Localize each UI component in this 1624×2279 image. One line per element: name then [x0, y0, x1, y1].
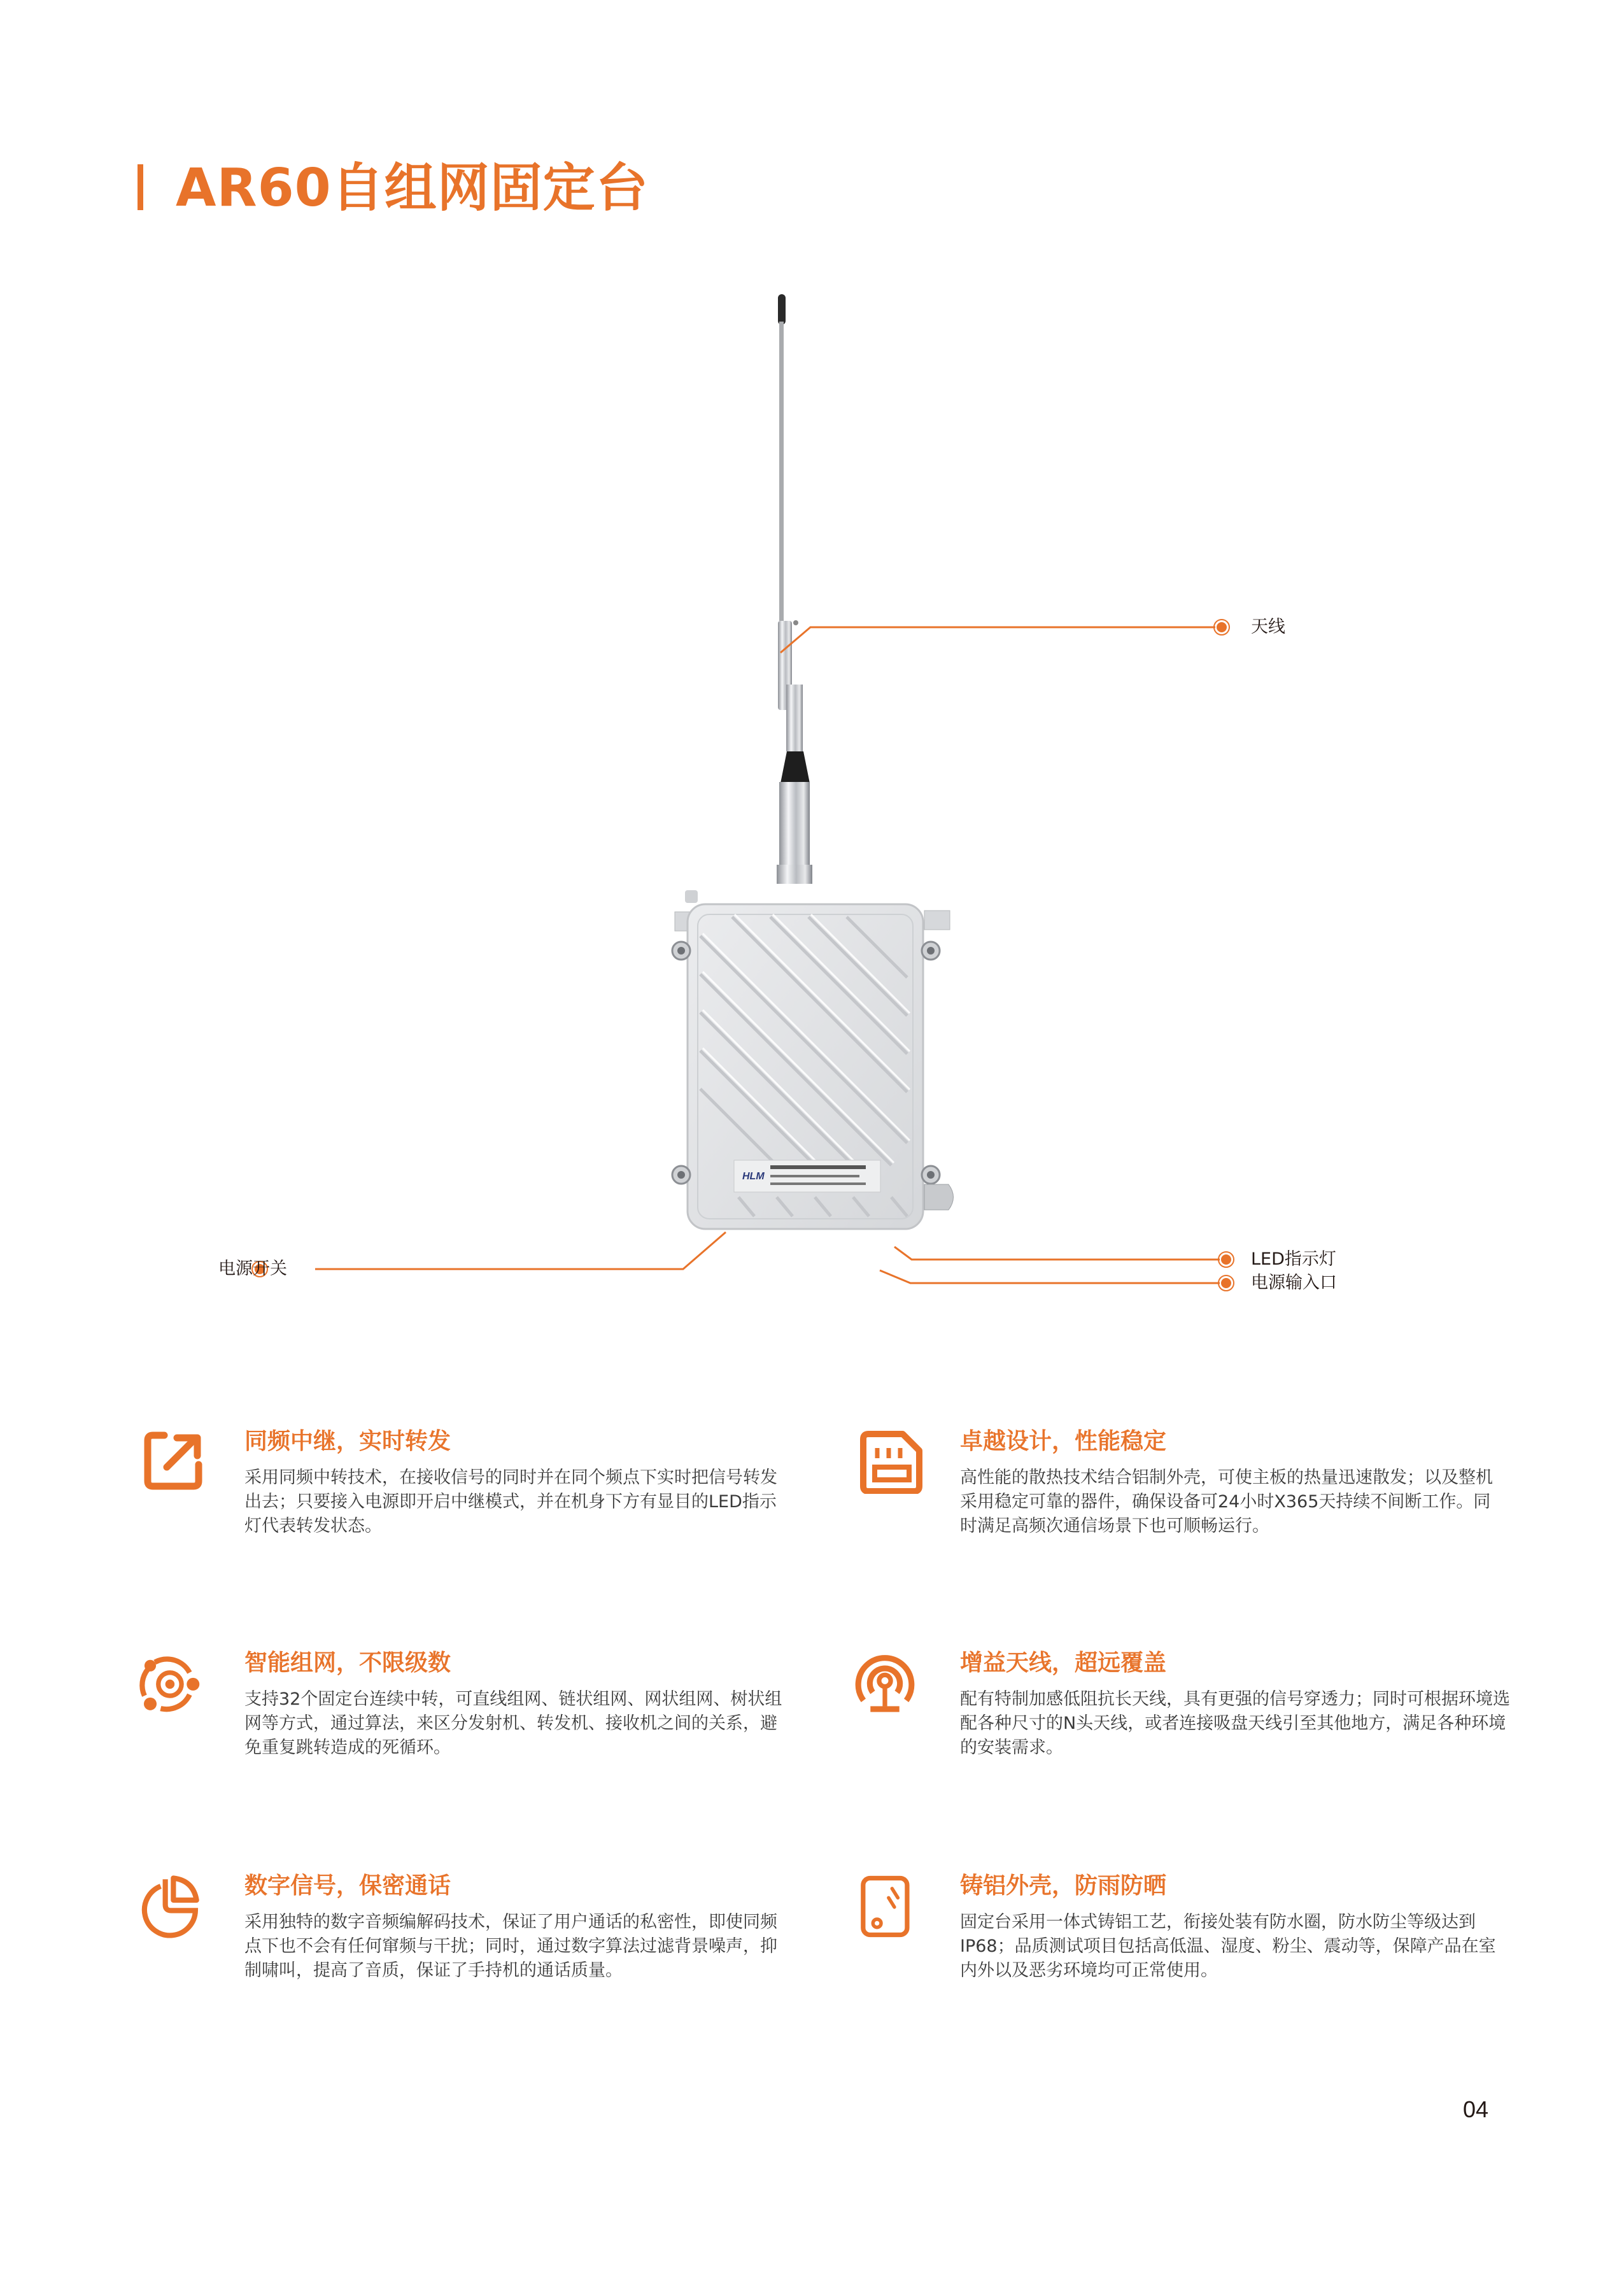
callout-antenna: 天线 [1251, 617, 1285, 637]
sim-card-icon [859, 1430, 923, 1494]
callout-led-indicator: LED指示灯 [1251, 1249, 1336, 1269]
feature-description: 配有特制加感低阻抗长天线，具有更强的信号穿透力；同时可根据环境选配各种尺寸的N头天线，或者连接吸盘天线引至其他地方，满足各种环境的安装需求。 [960, 1689, 1510, 1757]
feature-title: 卓越设计，性能稳定 [960, 1428, 1167, 1454]
feature-title: 智能组网，不限级数 [244, 1650, 451, 1676]
feature-title: 铸铝外壳，防雨防晒 [960, 1873, 1167, 1899]
enclosure [672, 890, 954, 1229]
feature-title: 同频中继，实时转发 [244, 1428, 451, 1454]
feature-description: 高性能的散热技术结合铝制外壳，可使主板的热量迅速散发；以及整机采用稳定可靠的器件，确保设备可24小时X365天持续不间断工作。同时满足高频次通信场景下也可顺畅运行。 [960, 1468, 1493, 1536]
callout-power-switch: 电源开关 [218, 1259, 287, 1279]
network-orbit-icon [138, 1652, 201, 1715]
feature-description: 固定台采用一体式铸铝工艺，衔接处装有防水圈，防水防尘等级达到IP68；品质测试项目包括高低温、湿度、粉尘、震动等，保障产品在室内外以及恶劣环境均可正常使用。 [960, 1912, 1496, 1980]
feature-description: 支持32个固定台连续中转，可直线组网、链状组网、网状组网、树状组网等方式，通过算法，来区分发射机、转发机、接收机之间的关系，避免重复跳转造成的死循环。 [244, 1689, 782, 1757]
feature-title: 增益天线，超远覆盖 [960, 1650, 1167, 1676]
antenna-whip [777, 294, 812, 884]
pie-chart-icon [138, 1875, 201, 1938]
page-number: 04 [1463, 2096, 1489, 2122]
feature-description: 采用同频中转技术，在接收信号的同时并在同个频点下实时把信号转发出去；只要接入电源即开启中继模式，并在机身下方有显目的LED指示灯代表转发状态。 [244, 1468, 777, 1536]
feature-title: 数字信号，保密通话 [244, 1873, 451, 1899]
page-title: AR60自组网固定台 [176, 158, 649, 218]
feature-description: 采用独特的数字音频编解码技术，保证了用户通话的私密性，即使同频点下也不会有任何窜频与干扰；同时，通过数字算法过滤背景噪声，抑制啸叫，提高了音质，保证了手持机的通话质量。 [244, 1912, 777, 1980]
rugged-device-icon [856, 1875, 919, 1938]
callout-power-input: 电源输入口 [1251, 1273, 1337, 1293]
svg-text:HLM: HLM [742, 1171, 765, 1182]
antenna-signal-icon [853, 1652, 917, 1715]
external-link-icon [144, 1430, 208, 1494]
